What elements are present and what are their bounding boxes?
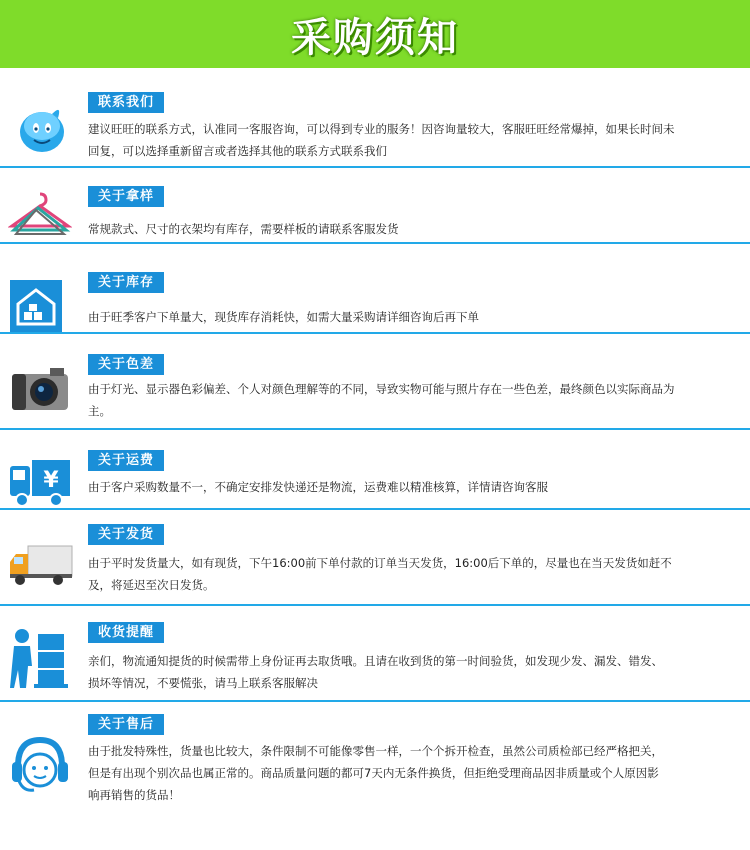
title-banner — [0, 0, 750, 68]
section-heading: 联系我们 — [88, 92, 164, 113]
divider — [0, 428, 750, 430]
text-line: 响再销售的货品！ — [88, 788, 180, 802]
section-text — [88, 650, 738, 694]
divider — [0, 242, 750, 244]
camera-icon — [8, 364, 72, 428]
text-line: 由于批发特殊性，货量也比较大，条件限制不可能像零售一样，一个个拆开检查，虽然公司质检部已经严格把关， — [88, 744, 663, 758]
text-line: 常规款式、尺寸的衣架均有库存，需要样板的请联系客服发货 — [88, 222, 399, 236]
section-text — [88, 306, 738, 328]
section-heading: 关于库存 — [88, 272, 164, 293]
text-line: 由于灯光、显示器色彩偏差、个人对颜色理解等的不同，导致实物可能与照片存在一些色差，最终颜色以实际商品为 — [88, 382, 675, 396]
section-heading: 关于色差 — [88, 354, 164, 375]
text-line: 由于客户采购数量不一，不确定安排发快递还是物流，运费难以精准核算，详情请咨询客服 — [88, 480, 548, 494]
headset-agent-icon — [8, 732, 72, 796]
text-line: 由于平时发货量大，如有现货，下午16:00前下单付款的订单当天发货，16:00后下单的，尽量也在当天发货如赶不 — [88, 556, 672, 570]
text-line: 但是有出现个别次品也属正常的。商品质量问题的都可7天内无条件换货，但拒绝受理商品因非质量或个人原因影 — [88, 766, 659, 780]
text-line: 损坏等情况，不要慌张，请马上联系客服解决 — [88, 676, 318, 690]
page-title: 采购须知 — [291, 14, 459, 61]
divider — [0, 332, 750, 334]
hanger-icon — [8, 184, 72, 248]
section-heading: 关于发货 — [88, 524, 164, 545]
text-line: 主。 — [88, 404, 111, 418]
section-text — [88, 118, 738, 162]
section-text — [88, 378, 738, 422]
divider — [0, 604, 750, 606]
section-heading: 关于拿样 — [88, 186, 164, 207]
text-line: 及，将延迟至次日发货。 — [88, 578, 215, 592]
section-heading: 关于运费 — [88, 450, 164, 471]
text-line: 亲们，物流通知提货的时候需带上身份证再去取货哦。且请在收到货的第一时间验货，如发现少发、漏发、错发、 — [88, 654, 663, 668]
section-text — [88, 476, 738, 498]
text-line: 回复，可以选择重新留言或者选择其他的联系方式联系我们 — [88, 144, 387, 158]
svg-text:¥: ¥ — [43, 468, 59, 493]
section-text — [88, 218, 738, 240]
section-text — [88, 740, 738, 806]
text-line: 建议旺旺的联系方式，认准同一客服咨询，可以得到专业的服务！因咨询量较大，客服旺旺经常爆掉，如果长时间未 — [88, 122, 675, 136]
text-line: 由于旺季客户下单量大，现货库存消耗快，如需大量采购请详细咨询后再下单 — [88, 310, 479, 324]
section-heading: 收货提醒 — [88, 622, 164, 643]
delivery-truck-icon — [8, 544, 72, 608]
divider — [0, 508, 750, 510]
divider — [0, 166, 750, 168]
divider — [0, 700, 750, 702]
chat-bubble-icon — [8, 96, 72, 160]
shipping-cost-truck-icon — [8, 456, 72, 520]
section-heading: 关于售后 — [88, 714, 164, 735]
section-text — [88, 552, 738, 596]
courier-boxes-icon — [8, 626, 72, 690]
